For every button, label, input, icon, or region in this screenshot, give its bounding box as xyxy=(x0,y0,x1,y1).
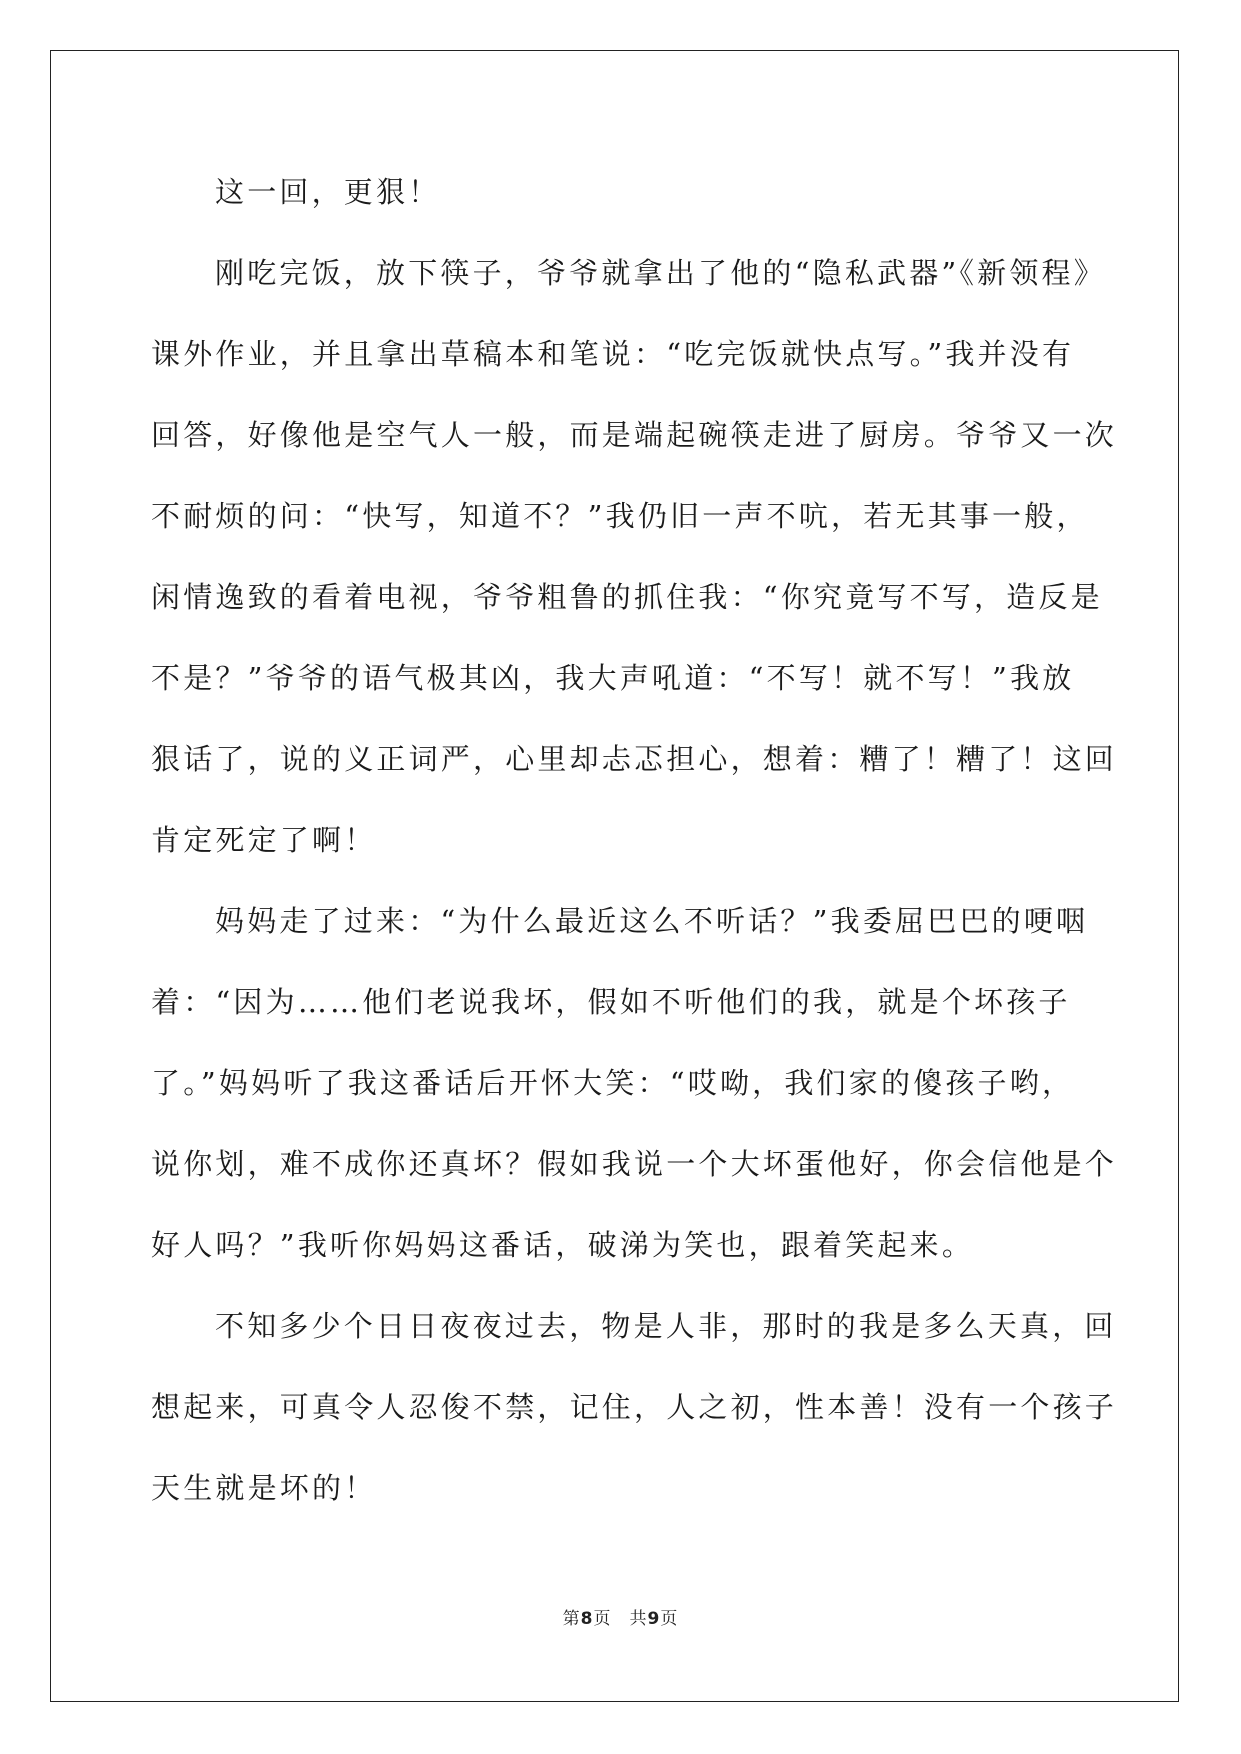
text-line: 了。”妈妈听了我这番话后开怀大笑：“哎呦，我们家的傻孩子哟， xyxy=(151,1066,1075,1100)
text-line: 天生就是坏的！ xyxy=(151,1471,377,1505)
total-pages: 9 xyxy=(647,1609,661,1629)
text-line: 肯定死定了啊！ xyxy=(151,823,377,857)
text-line: 这一回，更狠！ xyxy=(215,175,441,209)
text-line: 不耐烦的问：“快写，知道不？”我仍旧一声不吭，若无其事一般， xyxy=(151,499,1089,533)
total-suffix: 页 xyxy=(660,1609,679,1629)
text-line: 课外作业，并且拿出草稿本和笔说：“吃完饭就快点写。”我并没有 xyxy=(151,337,1075,371)
page-footer xyxy=(0,1604,1241,1629)
text-line: 不是？”爷爷的语气极其凶，我大声吼道：“不写！就不写！”我放 xyxy=(151,661,1075,695)
text-line: 妈妈走了过来：“为什么最近这么不听话？”我委屈巴巴的哽咽 xyxy=(215,904,1089,938)
text-line: 刚吃完饭，放下筷子，爷爷就拿出了他的“隐私武器”《新领程》 xyxy=(215,256,1106,290)
document-body xyxy=(151,152,1118,1529)
text-line: 闲情逸致的看着电视，爷爷粗鲁的抓住我：“你究竟写不写，造反是 xyxy=(151,580,1103,614)
total-prefix: 共 xyxy=(629,1609,648,1629)
text-line: 好人吗？”我听你妈妈这番话，破涕为笑也，跟着笑起来。 xyxy=(151,1228,975,1262)
text-line: 着：“因为……他们老说我坏，假如不听他们的我，就是个坏孩子 xyxy=(151,985,1071,1019)
page-suffix: 页 xyxy=(593,1609,612,1629)
page-prefix: 第 xyxy=(562,1609,581,1629)
text-line: 回答，好像他是空气人一般，而是端起碗筷走进了厨房。爷爷又一次 xyxy=(151,418,1118,452)
text-line: 不知多少个日日夜夜过去，物是人非，那时的我是多么天真，回 xyxy=(215,1309,1117,1343)
text-line: 想起来，可真令人忍俊不禁，记住，人之初，性本善！没有一个孩子 xyxy=(151,1390,1118,1424)
page-number: 8 xyxy=(580,1609,594,1629)
text-line: 狠话了，说的义正词严，心里却忐忑担心，想着：糟了！糟了！这回 xyxy=(151,742,1118,776)
text-line: 说你划，难不成你还真坏？假如我说一个大坏蛋他好，你会信他是个 xyxy=(151,1147,1118,1181)
